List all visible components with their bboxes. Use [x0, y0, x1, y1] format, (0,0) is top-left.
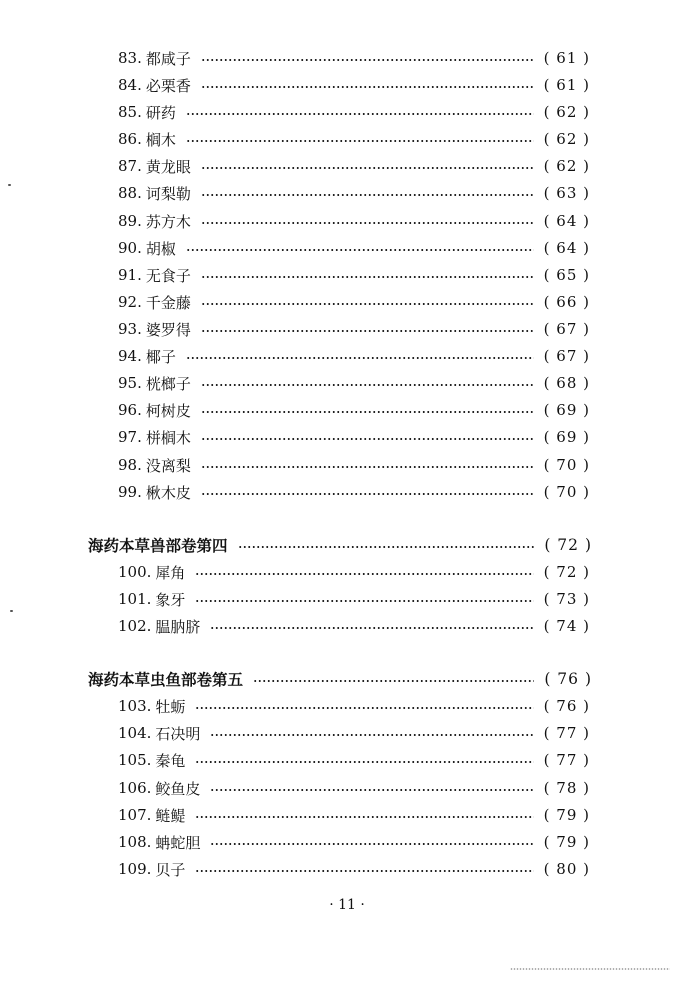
dot-leader — [210, 843, 533, 845]
toc-entry-page: ( 62 ) — [543, 130, 590, 148]
dot-leader — [201, 303, 534, 305]
toc-entry-number: 93. — [118, 320, 142, 338]
toc-entry — [118, 317, 590, 341]
toc-entry-number: 97. — [118, 428, 142, 446]
toc-entry-title: 必栗香 — [145, 76, 191, 95]
toc-entry-title: 秦龟 — [155, 751, 186, 770]
toc-section-heading — [88, 533, 592, 557]
scan-speck — [8, 184, 11, 186]
toc-entry — [118, 803, 590, 827]
toc-entry — [118, 154, 590, 178]
toc-entry-title: 鲛鱼皮 — [155, 779, 201, 798]
toc-entry-number: 105. — [118, 751, 152, 769]
toc-entry-number: 109. — [118, 860, 152, 878]
toc-entry-number: 85. — [118, 103, 142, 121]
toc-entry-page: ( 79 ) — [543, 806, 590, 824]
toc-entry-title: 海药本草虫鱼部卷第五 — [88, 670, 244, 689]
toc-entry-number: 106. — [118, 779, 152, 797]
dot-leader — [186, 357, 534, 359]
dot-leader — [195, 870, 533, 872]
toc-entry-page: ( 77 ) — [543, 751, 590, 769]
toc-entry-page: ( 70 ) — [543, 456, 590, 474]
toc-entry-number: 108. — [118, 833, 152, 851]
toc-entry — [118, 371, 590, 395]
toc-entry-page: ( 62 ) — [543, 103, 590, 121]
toc-entry — [118, 344, 590, 368]
toc-entry-number: 102. — [118, 617, 152, 635]
toc-entry-page: ( 62 ) — [543, 157, 590, 175]
toc-section-heading — [88, 667, 592, 691]
toc-entry-page: ( 61 ) — [543, 76, 590, 94]
toc-entry — [118, 748, 590, 772]
toc-entry-page: ( 70 ) — [543, 483, 590, 501]
toc-entry-number: 104. — [118, 724, 152, 742]
scan-speck — [10, 610, 13, 612]
toc-entry-page: ( 67 ) — [543, 347, 590, 365]
toc-entry-title: 贝子 — [155, 860, 186, 879]
toc-entry-page: ( 63 ) — [543, 184, 590, 202]
toc-entry-page: ( 79 ) — [543, 833, 590, 851]
dot-leader — [201, 493, 534, 495]
toc-entry-number: 92. — [118, 293, 142, 311]
toc-entry-number: 91. — [118, 266, 142, 284]
toc-entry — [118, 694, 590, 718]
dot-leader — [210, 734, 533, 736]
toc-entry-page: ( 69 ) — [543, 428, 590, 446]
dot-leader — [201, 59, 534, 61]
toc-entry-page: ( 74 ) — [543, 617, 590, 635]
toc-entry-number: 84. — [118, 76, 142, 94]
dot-leader — [195, 600, 533, 602]
toc-entry-page: ( 64 ) — [543, 239, 590, 257]
dot-leader — [201, 411, 534, 413]
toc-entry-number: 89. — [118, 212, 142, 230]
dot-leader — [201, 222, 534, 224]
toc-entry-page: ( 73 ) — [543, 590, 590, 608]
dot-leader — [253, 680, 534, 682]
toc-entry — [118, 73, 590, 97]
toc-entry-title: 海药本草兽部卷第四 — [88, 536, 228, 555]
toc-entry-number: 88. — [118, 184, 142, 202]
dot-leader — [201, 194, 534, 196]
toc-entry — [118, 776, 590, 800]
toc-entry — [118, 100, 590, 124]
dot-leader — [201, 276, 534, 278]
dot-leader — [186, 249, 534, 251]
toc-entry-title: 研药 — [145, 103, 176, 122]
toc-entry-page: ( 66 ) — [543, 293, 590, 311]
toc-entry-number: 101. — [118, 590, 152, 608]
dot-leader — [238, 546, 535, 548]
toc-entry-title: 没离梨 — [145, 456, 191, 475]
toc-entry-title: 苏方木 — [145, 212, 191, 231]
toc-entry-number: 95. — [118, 374, 142, 392]
toc-entry — [118, 209, 590, 233]
dot-leader — [186, 113, 534, 115]
scan-artifact-rule — [510, 968, 670, 970]
toc-entry-title: 黄龙眼 — [145, 157, 191, 176]
toc-entry-page: ( 72 ) — [543, 563, 590, 581]
toc-entry-title: 胡椒 — [145, 239, 176, 258]
dot-leader — [195, 707, 533, 709]
toc-entry-number: 86. — [118, 130, 142, 148]
toc-entry — [118, 127, 590, 151]
toc-entry-page: ( 68 ) — [543, 374, 590, 392]
toc-entry-number: 87. — [118, 157, 142, 175]
toc-entry-title: 椰子 — [145, 347, 176, 366]
toc-entry-title: 犀角 — [155, 563, 186, 582]
toc-entry-number: 98. — [118, 456, 142, 474]
toc-entry — [118, 236, 590, 260]
toc-entry-page: ( 65 ) — [543, 266, 590, 284]
toc-entry-title: 鲢鳀 — [155, 806, 186, 825]
toc-entry-number: 90. — [118, 239, 142, 257]
toc-entry-title: 栟榈木 — [145, 428, 191, 447]
dot-leader — [210, 627, 533, 629]
toc-entry-title: 榈木 — [145, 130, 176, 149]
toc-entry-title: 腽肭脐 — [155, 617, 201, 636]
toc-entry-page: ( 72 ) — [544, 536, 592, 554]
toc-entry-page: ( 64 ) — [543, 212, 590, 230]
toc-entry-title: 千金藤 — [145, 293, 191, 312]
toc-entry-number: 100. — [118, 563, 152, 581]
toc-entry-number: 94. — [118, 347, 142, 365]
dot-leader — [201, 384, 534, 386]
dot-leader — [201, 466, 534, 468]
toc-entry-page: ( 69 ) — [543, 401, 590, 419]
toc-entry — [118, 181, 590, 205]
toc-entry — [118, 721, 590, 745]
toc-entry-page: ( 76 ) — [543, 697, 590, 715]
toc-entry-title: 都咸子 — [145, 49, 191, 68]
dot-leader — [210, 789, 533, 791]
toc-entry-page: ( 77 ) — [543, 724, 590, 742]
toc-entry-page: ( 61 ) — [543, 49, 590, 67]
toc-entry-title: 蚺蛇胆 — [155, 833, 201, 852]
toc-entry-page: ( 80 ) — [543, 860, 590, 878]
toc-entry-title: 桄榔子 — [145, 374, 191, 393]
toc-entry-title: 石决明 — [155, 724, 201, 743]
dot-leader — [195, 761, 533, 763]
toc-entry-page: ( 78 ) — [543, 779, 590, 797]
toc-entry-title: 柯树皮 — [145, 401, 191, 420]
dot-leader — [195, 816, 533, 818]
dot-leader — [201, 438, 534, 440]
page-number: · 11 · — [329, 897, 365, 913]
dot-leader — [186, 140, 534, 142]
toc-entry — [118, 830, 590, 854]
toc-entry-page: ( 76 ) — [544, 670, 592, 688]
toc-entry-number: 99. — [118, 483, 142, 501]
toc-entry-title: 象牙 — [155, 590, 186, 609]
toc-entry — [118, 290, 590, 314]
toc-entry — [118, 587, 590, 611]
dot-leader — [201, 167, 534, 169]
toc-entry — [118, 857, 590, 881]
dot-leader — [201, 330, 534, 332]
toc-entry — [118, 425, 590, 449]
toc-entry-title: 诃梨勒 — [145, 184, 191, 203]
toc-entry — [118, 263, 590, 287]
toc-entry-number: 83. — [118, 49, 142, 67]
toc-entry — [118, 398, 590, 422]
toc-entry-number: 107. — [118, 806, 152, 824]
dot-leader — [195, 573, 533, 575]
toc-entry — [118, 453, 590, 477]
toc-entry — [118, 46, 590, 70]
dot-leader — [201, 86, 534, 88]
toc-entry-title: 无食子 — [145, 266, 191, 285]
toc-entry-number: 103. — [118, 697, 152, 715]
toc-entry-title: 楸木皮 — [145, 483, 191, 502]
toc-entry — [118, 614, 590, 638]
toc-entry — [118, 560, 590, 584]
toc-entry-title: 牡蛎 — [155, 697, 186, 716]
toc-entry-number: 96. — [118, 401, 142, 419]
toc-entry-title: 婆罗得 — [145, 320, 191, 339]
toc-entry — [118, 480, 590, 504]
toc-entry-page: ( 67 ) — [543, 320, 590, 338]
